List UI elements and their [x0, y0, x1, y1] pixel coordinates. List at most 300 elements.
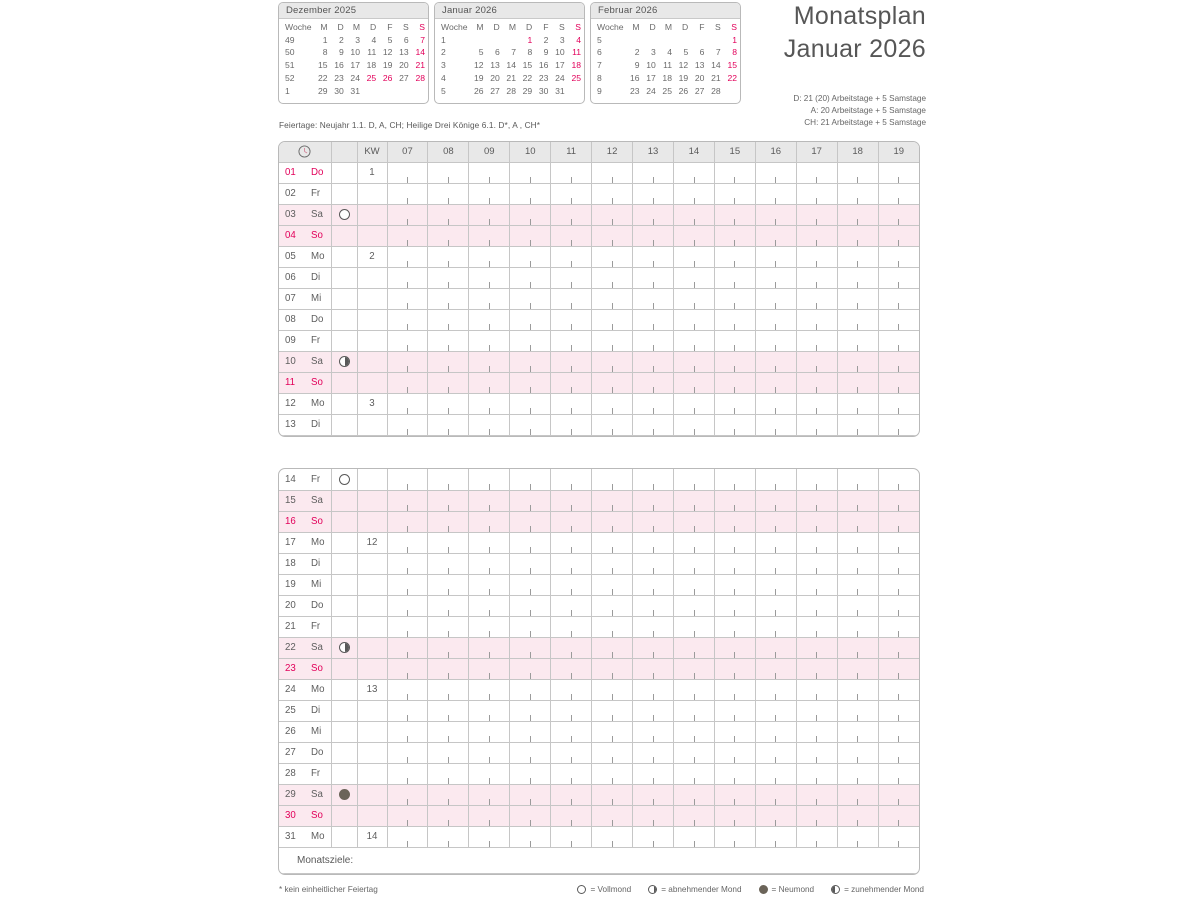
appointment-slot[interactable] — [673, 805, 714, 826]
appointment-slot[interactable] — [837, 784, 878, 805]
appointment-slot[interactable] — [428, 679, 469, 700]
appointment-slot[interactable] — [633, 742, 674, 763]
appointment-slot[interactable] — [551, 679, 592, 700]
appointment-slot[interactable] — [714, 288, 755, 309]
appointment-slot[interactable] — [796, 616, 837, 637]
appointment-slot[interactable] — [878, 204, 919, 225]
appointment-slot[interactable] — [469, 805, 510, 826]
appointment-slot[interactable] — [673, 204, 714, 225]
appointment-slot[interactable] — [510, 183, 551, 204]
appointment-slot[interactable] — [428, 721, 469, 742]
appointment-slot[interactable] — [551, 595, 592, 616]
appointment-slot[interactable] — [592, 162, 633, 183]
appointment-slot[interactable] — [837, 595, 878, 616]
appointment-slot[interactable] — [878, 784, 919, 805]
appointment-slot[interactable] — [673, 393, 714, 414]
appointment-slot[interactable] — [592, 679, 633, 700]
appointment-slot[interactable] — [633, 469, 674, 490]
appointment-slot[interactable] — [633, 700, 674, 721]
appointment-slot[interactable] — [878, 330, 919, 351]
appointment-slot[interactable] — [592, 763, 633, 784]
appointment-slot[interactable] — [387, 616, 428, 637]
appointment-slot[interactable] — [469, 267, 510, 288]
appointment-slot[interactable] — [837, 162, 878, 183]
appointment-slot[interactable] — [510, 490, 551, 511]
appointment-slot[interactable] — [551, 469, 592, 490]
appointment-slot[interactable] — [387, 595, 428, 616]
appointment-slot[interactable] — [714, 721, 755, 742]
monthly-goals-label[interactable]: Monatsziele: — [279, 847, 919, 873]
appointment-slot[interactable] — [755, 309, 796, 330]
appointment-slot[interactable] — [633, 805, 674, 826]
appointment-slot[interactable] — [428, 805, 469, 826]
appointment-slot[interactable] — [755, 225, 796, 246]
appointment-slot[interactable] — [673, 330, 714, 351]
appointment-slot[interactable] — [633, 490, 674, 511]
appointment-slot[interactable] — [755, 721, 796, 742]
appointment-slot[interactable] — [469, 204, 510, 225]
appointment-slot[interactable] — [878, 721, 919, 742]
appointment-slot[interactable] — [387, 679, 428, 700]
appointment-slot[interactable] — [428, 309, 469, 330]
appointment-slot[interactable] — [387, 763, 428, 784]
appointment-slot[interactable] — [551, 763, 592, 784]
appointment-slot[interactable] — [592, 183, 633, 204]
appointment-slot[interactable] — [878, 574, 919, 595]
appointment-slot[interactable] — [878, 595, 919, 616]
appointment-slot[interactable] — [387, 826, 428, 847]
appointment-slot[interactable] — [387, 162, 428, 183]
appointment-slot[interactable] — [633, 414, 674, 435]
appointment-slot[interactable] — [551, 553, 592, 574]
appointment-slot[interactable] — [387, 183, 428, 204]
appointment-slot[interactable] — [428, 700, 469, 721]
appointment-slot[interactable] — [633, 574, 674, 595]
appointment-slot[interactable] — [878, 658, 919, 679]
appointment-slot[interactable] — [714, 679, 755, 700]
appointment-slot[interactable] — [469, 637, 510, 658]
appointment-slot[interactable] — [469, 225, 510, 246]
appointment-slot[interactable] — [387, 393, 428, 414]
appointment-slot[interactable] — [878, 288, 919, 309]
appointment-slot[interactable] — [673, 532, 714, 553]
appointment-slot[interactable] — [469, 162, 510, 183]
appointment-slot[interactable] — [796, 267, 837, 288]
appointment-slot[interactable] — [796, 532, 837, 553]
appointment-slot[interactable] — [551, 288, 592, 309]
appointment-slot[interactable] — [633, 595, 674, 616]
appointment-slot[interactable] — [633, 763, 674, 784]
appointment-slot[interactable] — [714, 658, 755, 679]
appointment-slot[interactable] — [428, 532, 469, 553]
appointment-slot[interactable] — [755, 183, 796, 204]
appointment-slot[interactable] — [714, 532, 755, 553]
appointment-slot[interactable] — [592, 616, 633, 637]
appointment-slot[interactable] — [796, 553, 837, 574]
appointment-slot[interactable] — [592, 469, 633, 490]
appointment-slot[interactable] — [837, 679, 878, 700]
appointment-slot[interactable] — [796, 288, 837, 309]
appointment-slot[interactable] — [673, 246, 714, 267]
appointment-slot[interactable] — [837, 658, 878, 679]
appointment-slot[interactable] — [510, 330, 551, 351]
appointment-slot[interactable] — [673, 784, 714, 805]
appointment-slot[interactable] — [837, 204, 878, 225]
appointment-slot[interactable] — [796, 784, 837, 805]
appointment-slot[interactable] — [428, 372, 469, 393]
appointment-slot[interactable] — [714, 700, 755, 721]
appointment-slot[interactable] — [592, 351, 633, 372]
appointment-slot[interactable] — [796, 309, 837, 330]
appointment-slot[interactable] — [592, 721, 633, 742]
appointment-slot[interactable] — [469, 330, 510, 351]
appointment-slot[interactable] — [469, 532, 510, 553]
appointment-slot[interactable] — [592, 414, 633, 435]
appointment-slot[interactable] — [428, 351, 469, 372]
appointment-slot[interactable] — [469, 490, 510, 511]
appointment-slot[interactable] — [755, 414, 796, 435]
appointment-slot[interactable] — [755, 372, 796, 393]
appointment-slot[interactable] — [673, 679, 714, 700]
appointment-slot[interactable] — [592, 225, 633, 246]
appointment-slot[interactable] — [714, 469, 755, 490]
appointment-slot[interactable] — [673, 763, 714, 784]
appointment-slot[interactable] — [837, 414, 878, 435]
appointment-slot[interactable] — [878, 246, 919, 267]
appointment-slot[interactable] — [673, 183, 714, 204]
appointment-slot[interactable] — [714, 616, 755, 637]
appointment-slot[interactable] — [469, 393, 510, 414]
appointment-slot[interactable] — [673, 595, 714, 616]
appointment-slot[interactable] — [428, 595, 469, 616]
appointment-slot[interactable] — [469, 372, 510, 393]
appointment-slot[interactable] — [837, 490, 878, 511]
appointment-slot[interactable] — [510, 246, 551, 267]
appointment-slot[interactable] — [755, 805, 796, 826]
appointment-slot[interactable] — [796, 805, 837, 826]
appointment-slot[interactable] — [878, 679, 919, 700]
appointment-slot[interactable] — [510, 763, 551, 784]
appointment-slot[interactable] — [673, 658, 714, 679]
appointment-slot[interactable] — [714, 784, 755, 805]
appointment-slot[interactable] — [469, 700, 510, 721]
appointment-slot[interactable] — [837, 309, 878, 330]
appointment-slot[interactable] — [551, 616, 592, 637]
appointment-slot[interactable] — [387, 414, 428, 435]
appointment-slot[interactable] — [673, 742, 714, 763]
appointment-slot[interactable] — [714, 351, 755, 372]
appointment-slot[interactable] — [837, 469, 878, 490]
appointment-slot[interactable] — [714, 595, 755, 616]
appointment-slot[interactable] — [633, 246, 674, 267]
appointment-slot[interactable] — [469, 511, 510, 532]
appointment-slot[interactable] — [755, 700, 796, 721]
appointment-slot[interactable] — [878, 393, 919, 414]
appointment-slot[interactable] — [796, 595, 837, 616]
appointment-slot[interactable] — [387, 721, 428, 742]
appointment-slot[interactable] — [755, 288, 796, 309]
appointment-slot[interactable] — [428, 616, 469, 637]
appointment-slot[interactable] — [428, 330, 469, 351]
appointment-slot[interactable] — [510, 372, 551, 393]
appointment-slot[interactable] — [633, 637, 674, 658]
appointment-slot[interactable] — [551, 183, 592, 204]
appointment-slot[interactable] — [510, 532, 551, 553]
appointment-slot[interactable] — [469, 742, 510, 763]
appointment-slot[interactable] — [755, 616, 796, 637]
appointment-slot[interactable] — [510, 679, 551, 700]
appointment-slot[interactable] — [592, 595, 633, 616]
appointment-slot[interactable] — [633, 267, 674, 288]
appointment-slot[interactable] — [755, 742, 796, 763]
appointment-slot[interactable] — [551, 700, 592, 721]
appointment-slot[interactable] — [755, 246, 796, 267]
appointment-slot[interactable] — [796, 372, 837, 393]
appointment-slot[interactable] — [551, 162, 592, 183]
appointment-slot[interactable] — [878, 511, 919, 532]
appointment-slot[interactable] — [510, 574, 551, 595]
appointment-slot[interactable] — [878, 351, 919, 372]
appointment-slot[interactable] — [755, 393, 796, 414]
appointment-slot[interactable] — [387, 288, 428, 309]
appointment-slot[interactable] — [796, 162, 837, 183]
appointment-slot[interactable] — [755, 490, 796, 511]
appointment-slot[interactable] — [714, 742, 755, 763]
appointment-slot[interactable] — [469, 183, 510, 204]
appointment-slot[interactable] — [428, 469, 469, 490]
appointment-slot[interactable] — [633, 784, 674, 805]
appointment-slot[interactable] — [387, 204, 428, 225]
appointment-slot[interactable] — [673, 225, 714, 246]
appointment-slot[interactable] — [469, 784, 510, 805]
appointment-slot[interactable] — [673, 162, 714, 183]
appointment-slot[interactable] — [510, 351, 551, 372]
appointment-slot[interactable] — [673, 826, 714, 847]
appointment-slot[interactable] — [714, 309, 755, 330]
appointment-slot[interactable] — [673, 700, 714, 721]
appointment-slot[interactable] — [551, 225, 592, 246]
appointment-slot[interactable] — [428, 658, 469, 679]
appointment-slot[interactable] — [387, 330, 428, 351]
appointment-slot[interactable] — [551, 826, 592, 847]
appointment-slot[interactable] — [837, 246, 878, 267]
appointment-slot[interactable] — [755, 574, 796, 595]
appointment-slot[interactable] — [428, 511, 469, 532]
appointment-slot[interactable] — [592, 574, 633, 595]
appointment-slot[interactable] — [510, 511, 551, 532]
appointment-slot[interactable] — [592, 826, 633, 847]
appointment-slot[interactable] — [878, 616, 919, 637]
appointment-slot[interactable] — [510, 288, 551, 309]
appointment-slot[interactable] — [469, 246, 510, 267]
appointment-slot[interactable] — [755, 553, 796, 574]
appointment-slot[interactable] — [878, 372, 919, 393]
appointment-slot[interactable] — [796, 414, 837, 435]
appointment-slot[interactable] — [510, 616, 551, 637]
appointment-slot[interactable] — [428, 225, 469, 246]
appointment-slot[interactable] — [878, 826, 919, 847]
appointment-slot[interactable] — [673, 372, 714, 393]
appointment-slot[interactable] — [796, 183, 837, 204]
appointment-slot[interactable] — [633, 532, 674, 553]
appointment-slot[interactable] — [510, 637, 551, 658]
appointment-slot[interactable] — [837, 616, 878, 637]
appointment-slot[interactable] — [837, 574, 878, 595]
appointment-slot[interactable] — [469, 288, 510, 309]
appointment-slot[interactable] — [714, 637, 755, 658]
appointment-slot[interactable] — [837, 742, 878, 763]
appointment-slot[interactable] — [755, 267, 796, 288]
appointment-slot[interactable] — [878, 553, 919, 574]
appointment-slot[interactable] — [551, 721, 592, 742]
appointment-slot[interactable] — [837, 511, 878, 532]
appointment-slot[interactable] — [387, 490, 428, 511]
appointment-slot[interactable] — [837, 700, 878, 721]
appointment-slot[interactable] — [428, 763, 469, 784]
appointment-slot[interactable] — [633, 204, 674, 225]
appointment-slot[interactable] — [469, 574, 510, 595]
appointment-slot[interactable] — [633, 225, 674, 246]
appointment-slot[interactable] — [387, 225, 428, 246]
appointment-slot[interactable] — [469, 351, 510, 372]
appointment-slot[interactable] — [387, 372, 428, 393]
appointment-slot[interactable] — [469, 553, 510, 574]
appointment-slot[interactable] — [428, 204, 469, 225]
appointment-slot[interactable] — [551, 330, 592, 351]
appointment-slot[interactable] — [592, 784, 633, 805]
appointment-slot[interactable] — [592, 309, 633, 330]
appointment-slot[interactable] — [796, 742, 837, 763]
appointment-slot[interactable] — [551, 267, 592, 288]
appointment-slot[interactable] — [510, 742, 551, 763]
appointment-slot[interactable] — [592, 267, 633, 288]
appointment-slot[interactable] — [714, 826, 755, 847]
appointment-slot[interactable] — [633, 309, 674, 330]
appointment-slot[interactable] — [469, 826, 510, 847]
appointment-slot[interactable] — [633, 721, 674, 742]
appointment-slot[interactable] — [796, 330, 837, 351]
appointment-slot[interactable] — [633, 393, 674, 414]
appointment-slot[interactable] — [510, 805, 551, 826]
appointment-slot[interactable] — [878, 183, 919, 204]
appointment-slot[interactable] — [510, 162, 551, 183]
appointment-slot[interactable] — [796, 246, 837, 267]
appointment-slot[interactable] — [469, 763, 510, 784]
appointment-slot[interactable] — [592, 490, 633, 511]
appointment-slot[interactable] — [673, 267, 714, 288]
appointment-slot[interactable] — [551, 532, 592, 553]
appointment-slot[interactable] — [673, 574, 714, 595]
appointment-slot[interactable] — [796, 637, 837, 658]
appointment-slot[interactable] — [714, 553, 755, 574]
appointment-slot[interactable] — [878, 742, 919, 763]
appointment-slot[interactable] — [510, 784, 551, 805]
appointment-slot[interactable] — [633, 330, 674, 351]
appointment-slot[interactable] — [755, 826, 796, 847]
appointment-slot[interactable] — [592, 658, 633, 679]
appointment-slot[interactable] — [469, 469, 510, 490]
appointment-slot[interactable] — [551, 204, 592, 225]
appointment-slot[interactable] — [551, 742, 592, 763]
appointment-slot[interactable] — [387, 805, 428, 826]
appointment-slot[interactable] — [592, 372, 633, 393]
appointment-slot[interactable] — [755, 679, 796, 700]
monthly-goals-row[interactable] — [279, 847, 919, 873]
appointment-slot[interactable] — [428, 490, 469, 511]
appointment-slot[interactable] — [633, 183, 674, 204]
appointment-slot[interactable] — [878, 805, 919, 826]
appointment-slot[interactable] — [387, 351, 428, 372]
appointment-slot[interactable] — [796, 826, 837, 847]
appointment-slot[interactable] — [551, 784, 592, 805]
appointment-slot[interactable] — [510, 309, 551, 330]
appointment-slot[interactable] — [796, 490, 837, 511]
appointment-slot[interactable] — [878, 225, 919, 246]
appointment-slot[interactable] — [796, 511, 837, 532]
appointment-slot[interactable] — [878, 763, 919, 784]
appointment-slot[interactable] — [673, 721, 714, 742]
appointment-slot[interactable] — [428, 162, 469, 183]
appointment-slot[interactable] — [837, 393, 878, 414]
appointment-slot[interactable] — [878, 309, 919, 330]
appointment-slot[interactable] — [510, 469, 551, 490]
appointment-slot[interactable] — [837, 267, 878, 288]
appointment-slot[interactable] — [633, 616, 674, 637]
appointment-slot[interactable] — [673, 469, 714, 490]
appointment-slot[interactable] — [755, 637, 796, 658]
appointment-slot[interactable] — [633, 162, 674, 183]
appointment-slot[interactable] — [796, 393, 837, 414]
appointment-slot[interactable] — [837, 721, 878, 742]
appointment-slot[interactable] — [592, 511, 633, 532]
appointment-slot[interactable] — [551, 658, 592, 679]
appointment-slot[interactable] — [551, 637, 592, 658]
appointment-slot[interactable] — [837, 826, 878, 847]
appointment-slot[interactable] — [633, 288, 674, 309]
appointment-slot[interactable] — [469, 595, 510, 616]
appointment-slot[interactable] — [387, 553, 428, 574]
appointment-slot[interactable] — [878, 414, 919, 435]
appointment-slot[interactable] — [428, 742, 469, 763]
appointment-slot[interactable] — [387, 742, 428, 763]
appointment-slot[interactable] — [592, 288, 633, 309]
appointment-slot[interactable] — [428, 826, 469, 847]
appointment-slot[interactable] — [592, 204, 633, 225]
appointment-slot[interactable] — [510, 267, 551, 288]
appointment-slot[interactable] — [510, 595, 551, 616]
appointment-slot[interactable] — [796, 700, 837, 721]
appointment-slot[interactable] — [673, 637, 714, 658]
appointment-slot[interactable] — [796, 763, 837, 784]
appointment-slot[interactable] — [551, 351, 592, 372]
appointment-slot[interactable] — [592, 700, 633, 721]
appointment-slot[interactable] — [428, 246, 469, 267]
appointment-slot[interactable] — [428, 574, 469, 595]
appointment-slot[interactable] — [837, 351, 878, 372]
appointment-slot[interactable] — [837, 183, 878, 204]
appointment-slot[interactable] — [387, 784, 428, 805]
appointment-slot[interactable] — [633, 511, 674, 532]
appointment-slot[interactable] — [673, 414, 714, 435]
appointment-slot[interactable] — [592, 330, 633, 351]
appointment-slot[interactable] — [837, 225, 878, 246]
appointment-slot[interactable] — [551, 805, 592, 826]
appointment-slot[interactable] — [387, 637, 428, 658]
appointment-slot[interactable] — [387, 246, 428, 267]
appointment-slot[interactable] — [633, 679, 674, 700]
appointment-slot[interactable] — [755, 511, 796, 532]
appointment-slot[interactable] — [510, 700, 551, 721]
